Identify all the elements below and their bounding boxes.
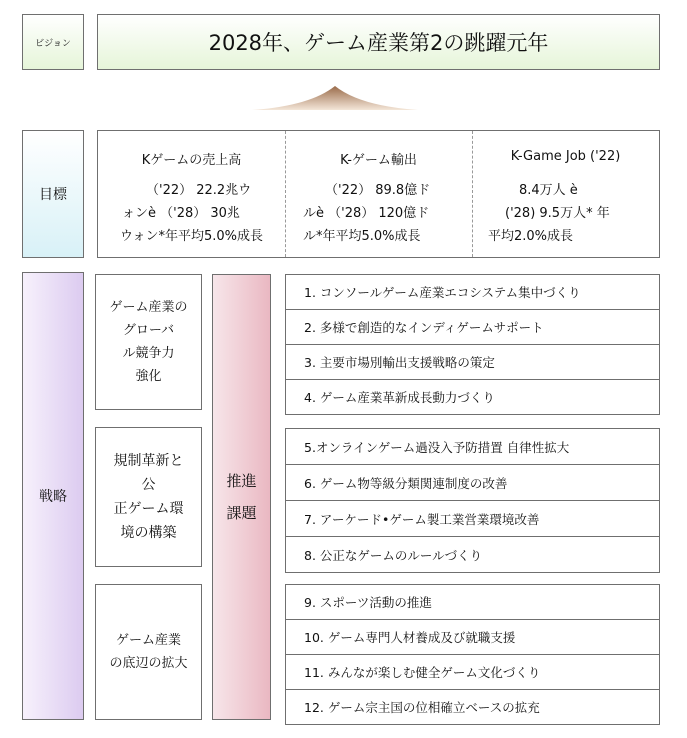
task-list (285, 584, 660, 725)
vision-title: 2028年、ゲーム産業第2の跳躍元年 (97, 14, 660, 70)
strategy-line: 規制革新と (113, 453, 184, 469)
goal-line: （'22） 89.8億ド (325, 183, 431, 198)
strategy-line: ル競争力 (122, 346, 175, 361)
goal-line: ル*年平均5.0%成長 (303, 229, 421, 244)
strategy-line: 公 (141, 477, 156, 493)
task-item: 5.オンラインゲーム過没入予防措置 自律性拡大 (285, 428, 660, 464)
goal-line: ウォン*年平均5.0%成長 (120, 229, 264, 244)
strategy-group-base (95, 584, 202, 720)
goal-title: Kゲームの売上高 (141, 153, 242, 168)
task-item: 1. コンソールゲーム産業エコシステム集中づくり (285, 274, 660, 309)
task-item: 10. ゲーム専門人材養成及び就職支援 (285, 619, 660, 654)
strategy-label: 戦略 (22, 272, 84, 720)
task-list (285, 428, 660, 573)
goal-title: K-Game Job ('22) (510, 149, 621, 164)
strategy-line: ゲーム産業の (109, 300, 188, 315)
strategy-group-global (95, 274, 202, 410)
push-tasks-label (212, 274, 271, 720)
task-item: 6. ゲーム物等級分類関連制度の改善 (285, 464, 660, 500)
goal-line: （'22） 22.2兆ウ (146, 183, 252, 198)
goal-line: ォンè （'28） 30兆 (122, 206, 240, 221)
task-item: 8. 公正なゲームのルールづくり (285, 536, 660, 573)
strategy-line: グローバ (122, 323, 175, 338)
strategy-line: 強化 (135, 369, 162, 384)
goal-title: K-ゲーム輸出 (340, 153, 417, 168)
strategy-line: の底辺の拡大 (109, 656, 188, 671)
strategy-line: ゲーム産業 (115, 633, 181, 648)
goals-label: 目標 (22, 130, 84, 258)
task-item: 12. ゲーム宗主国の位相確立ベースの拡充 (285, 689, 660, 725)
strategy-line: 境の構築 (120, 525, 177, 541)
goal-description (297, 179, 472, 248)
goal-description (486, 179, 659, 248)
task-item: 3. 主要市場別輸出支援戦略の策定 (285, 344, 660, 379)
push-label-line: 推進 (226, 472, 257, 490)
goals-panel (97, 130, 660, 258)
goal-line: ルè （'28） 120億ド (303, 206, 430, 221)
task-item: 9. スポーツ活動の推進 (285, 584, 660, 619)
goal-description (120, 179, 285, 248)
up-arrow-icon (250, 84, 420, 112)
task-item: 7. アーケード•ゲーム製工業営業環境改善 (285, 500, 660, 536)
task-item: 11. みんなが楽しむ健全ゲーム文化づくり (285, 654, 660, 689)
strategy-line: 正ゲーム環 (113, 501, 184, 517)
vision-label: ビジョン (22, 14, 84, 70)
strategy-group-regulation (95, 427, 202, 567)
goal-line: ('28) 9.5万人* 年 (505, 206, 610, 221)
push-label-line: 課題 (226, 504, 257, 522)
task-item: 4. ゲーム産業革新成長動力づくり (285, 379, 660, 415)
task-item: 2. 多様で創造的なインディゲームサポート (285, 309, 660, 344)
goal-line: 平均2.0%成長 (488, 229, 574, 244)
goal-line: 8.4万人 è (519, 183, 578, 198)
task-list (285, 274, 660, 415)
